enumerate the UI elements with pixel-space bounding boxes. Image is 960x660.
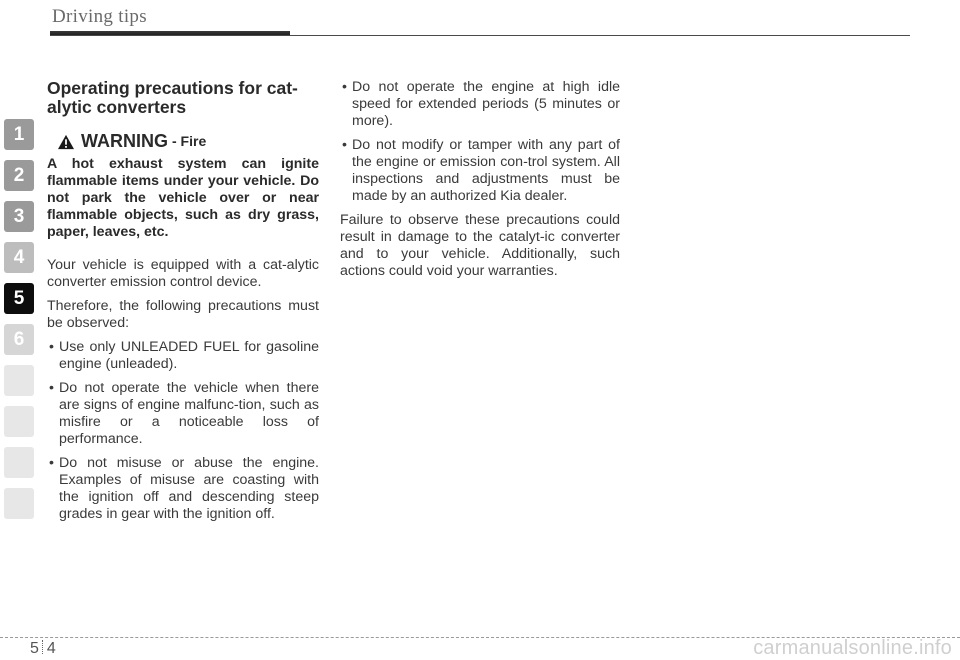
warning-heading: [57, 133, 319, 150]
chapter-tab-8[interactable]: [4, 406, 34, 437]
chapter-number: 5: [30, 640, 39, 657]
warning-subtitle: - Fire: [172, 133, 207, 149]
page-header-title: Driving tips: [52, 6, 147, 27]
page-index: 4: [46, 640, 56, 657]
intro-paragraph: Your vehicle is equipped with a cat-alytic converter emission control device.: [47, 257, 319, 290]
warning-label: WARNING: [81, 131, 168, 151]
failure-paragraph: Failure to observe these precautions could result in damage to the catalyt-ic converter and to your vehicle. Additionally, such actions could void your warranties.: [340, 212, 620, 279]
section-title: Operating precautions for cat-alytic converters: [47, 78, 298, 117]
chapter-tabs: [0, 119, 40, 529]
page-number: [30, 640, 56, 658]
chapter-tab-9[interactable]: [4, 447, 34, 478]
list-item: • Do not operate the vehicle when there are signs of engine malfunc-tion, such as misfire or a noticeable loss of performance.: [47, 380, 319, 448]
left-bullet-list: [47, 339, 319, 523]
header-rule: [50, 35, 910, 36]
chapter-tab-10[interactable]: [4, 488, 34, 519]
warning-body: A hot exhaust system can ignite flammable items under your vehicle. Do not park the vehicle over or near flammable objects, such as dry grass, paper, leaves, etc.: [47, 156, 319, 240]
chapter-tab-1[interactable]: 1: [4, 119, 34, 150]
chapter-tab-4[interactable]: 4: [4, 242, 34, 273]
page-number-separator: [42, 640, 44, 654]
list-item: • Do not operate the engine at high idle speed for extended periods (5 minutes or more).: [340, 79, 620, 130]
left-column: [47, 79, 319, 530]
list-item: • Do not misuse or abuse the engine. Examples of misuse are coasting with the ignition off and descending steep grades in gear with the ignition off.: [47, 455, 319, 523]
chapter-tab-2[interactable]: 2: [4, 160, 34, 191]
warning-triangle-icon: [57, 134, 75, 150]
right-column: [340, 79, 620, 287]
chapter-tab-3[interactable]: 3: [4, 201, 34, 232]
precautions-paragraph: Therefore, the following precautions must be observed:: [47, 298, 319, 331]
chapter-tab-7[interactable]: [4, 365, 34, 396]
chapter-tab-5[interactable]: 5: [4, 283, 34, 314]
list-item: • Use only UNLEADED FUEL for gasoline engine (unleaded).: [47, 339, 319, 373]
watermark: carmanualsonline.info: [753, 637, 952, 659]
list-item: • Do not modify or tamper with any part of the engine or emission con-trol system. All inspections and adjustments must be made by an authorized Kia dealer.: [340, 137, 620, 205]
right-bullet-list: [340, 79, 620, 205]
chapter-tab-6[interactable]: 6: [4, 324, 34, 355]
